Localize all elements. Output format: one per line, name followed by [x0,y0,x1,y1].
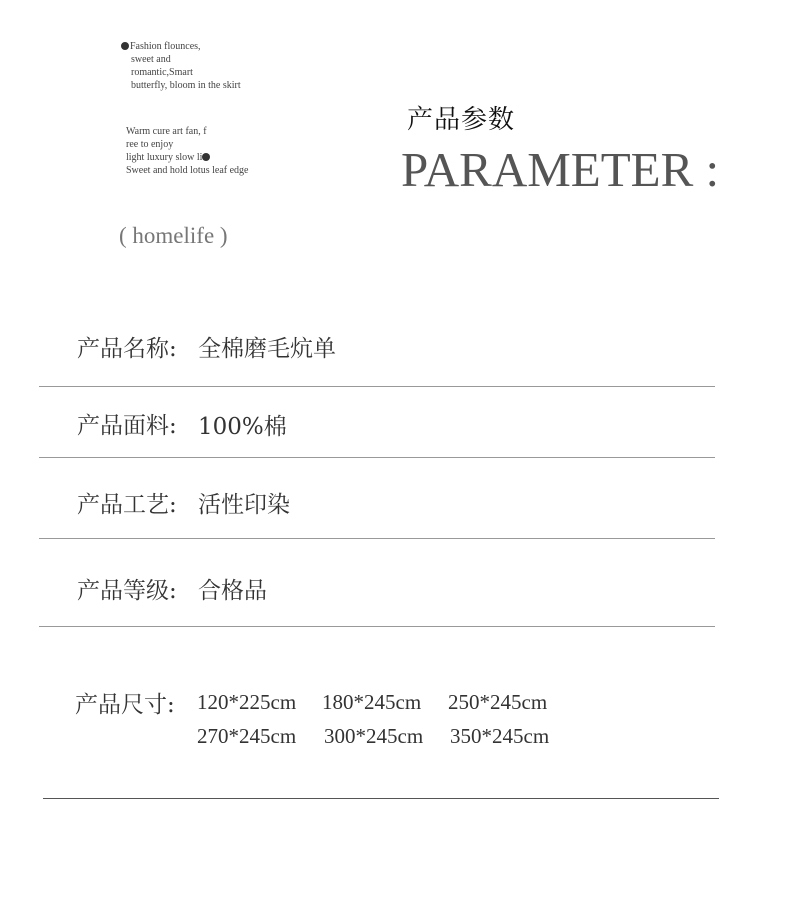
size-option: 120*225cm [197,690,297,714]
size-option: 350*245cm [450,724,550,748]
blurb-line: romantic,Smart [131,67,193,78]
param-material-label: 产品面料: [77,413,177,439]
blurb-line: Warm cure art fan, f [126,126,207,137]
size-option: 250*245cm [448,690,548,714]
section-title-en: PARAMETER : [401,142,720,197]
blurb-line: ree to enjoy [126,139,174,150]
param-name-label: 产品名称: [77,336,177,362]
divider [43,798,719,799]
divider [39,386,715,387]
blurb-line: sweet and [131,54,171,65]
brand-tag: ( homelife ) [119,223,228,248]
blurb-line: butterfly, bloom in the skirt [131,80,241,91]
size-option: 300*245cm [324,724,424,748]
divider [39,457,715,458]
section-title-cn: 产品参数 [407,105,516,135]
size-option: 270*245cm [197,724,297,748]
divider [39,538,715,539]
bullet-dot-icon [202,153,210,161]
param-size-label: 产品尺寸: [75,692,175,718]
param-grade-label: 产品等级: [77,578,177,604]
param-craft-label: 产品工艺: [77,492,177,518]
intro-blurb-1 [121,40,241,92]
blurb-line: Sweet and hold lotus leaf edge [126,165,249,176]
divider [39,626,715,627]
blurb-line: light luxury slow li [126,151,248,164]
intro-blurb-2 [126,125,248,177]
param-grade-value: 合格品 [198,578,267,604]
size-option: 180*245cm [322,690,422,714]
bullet-dot-icon [121,42,129,50]
param-material-value: 100%棉 [198,414,287,440]
param-craft-value: 活性印染 [198,492,290,518]
blurb-line: Fashion flounces, [121,40,241,53]
param-name-value: 全棉磨毛炕单 [198,336,336,362]
